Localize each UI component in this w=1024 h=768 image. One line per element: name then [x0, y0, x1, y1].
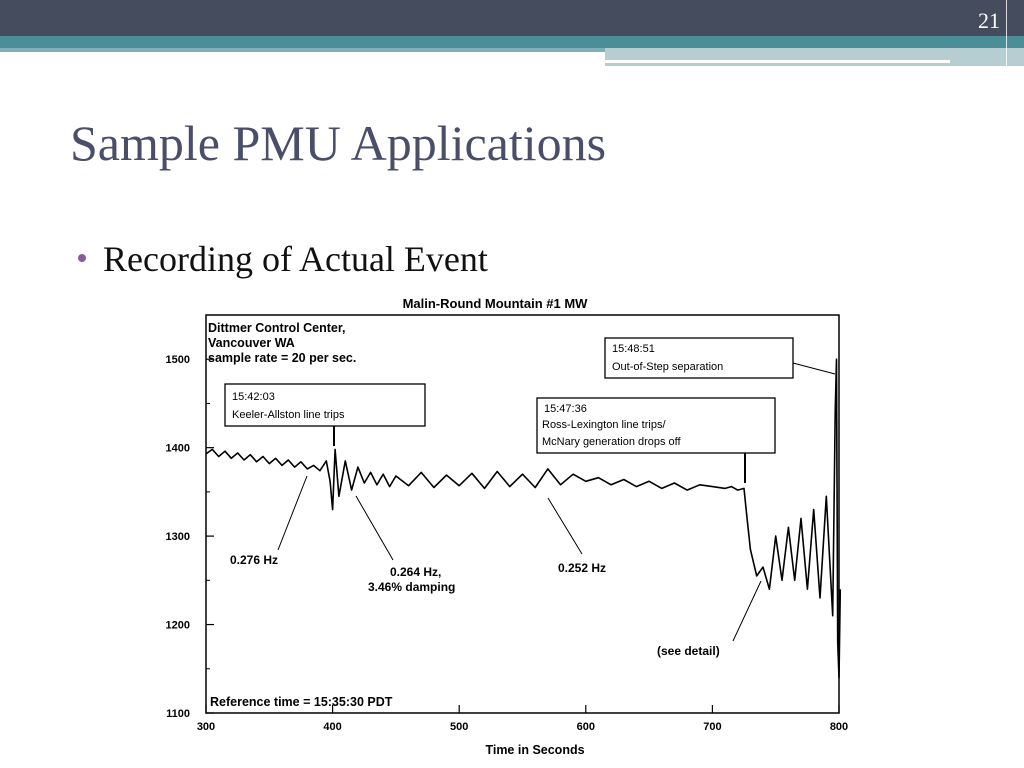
info-line-3: sample rate = 20 per sec. — [208, 351, 357, 365]
x-axis-label: Time in Seconds — [485, 743, 585, 757]
y-tick-label: 1400 — [165, 442, 190, 455]
freq-label-damping: 3.46% damping — [368, 580, 456, 594]
y-tick-label: 1300 — [165, 531, 190, 544]
bullet-text: Recording of Actual Event — [103, 239, 488, 279]
accent-band-stripe — [605, 60, 950, 63]
annotation-ross-label-2: McNary generation drops off — [542, 436, 681, 448]
slide-title: Sample PMU Applications — [70, 115, 607, 171]
freq-label-0252: 0.252 Hz — [558, 561, 607, 575]
bullet-icon — [78, 254, 86, 262]
info-line-2: Vancouver WA — [208, 336, 295, 350]
freq-label-0276: 0.276 Hz — [230, 553, 279, 567]
annotation-keeler-time: 15:42:03 — [232, 391, 275, 403]
y-tick-label: 1500 — [165, 354, 190, 367]
x-tick-label: 800 — [829, 721, 849, 733]
reference-time: Reference time = 15:35:30 PDT — [210, 695, 393, 709]
x-tick-label: 300 — [196, 721, 216, 733]
top-bar — [0, 0, 1024, 36]
freq-label-0264: 0.264 Hz, — [390, 565, 442, 579]
x-tick-label: 400 — [323, 721, 342, 733]
accent-band-right — [605, 48, 1024, 66]
see-detail-label: (see detail) — [657, 644, 720, 658]
annotation-oos-label: Out-of-Step separation — [612, 361, 724, 373]
y-tick-label: 1200 — [165, 619, 190, 632]
info-line-1: Dittmer Control Center, — [208, 321, 346, 335]
annotation-keeler-label: Keeler-Allston line trips — [232, 409, 345, 421]
chart-figure — [150, 288, 852, 760]
chart-title: Malin-Round Mountain #1 MW — [402, 296, 588, 311]
x-tick-label: 500 — [450, 721, 469, 733]
annotation-ross-label-1: Ross-Lexington line trips/ — [542, 419, 666, 431]
x-tick-label: 700 — [703, 721, 722, 733]
annotation-ross-time: 15:47:36 — [544, 403, 587, 415]
annotation-oos-time: 15:48:51 — [612, 343, 655, 355]
x-tick-label: 600 — [576, 721, 595, 733]
page-number: 21 — [978, 8, 1000, 33]
accent-band — [0, 36, 1024, 48]
divider-line — [1006, 0, 1007, 70]
accent-band-light — [0, 48, 605, 52]
chart-svg — [150, 288, 852, 760]
y-tick-label: 1100 — [166, 708, 190, 720]
